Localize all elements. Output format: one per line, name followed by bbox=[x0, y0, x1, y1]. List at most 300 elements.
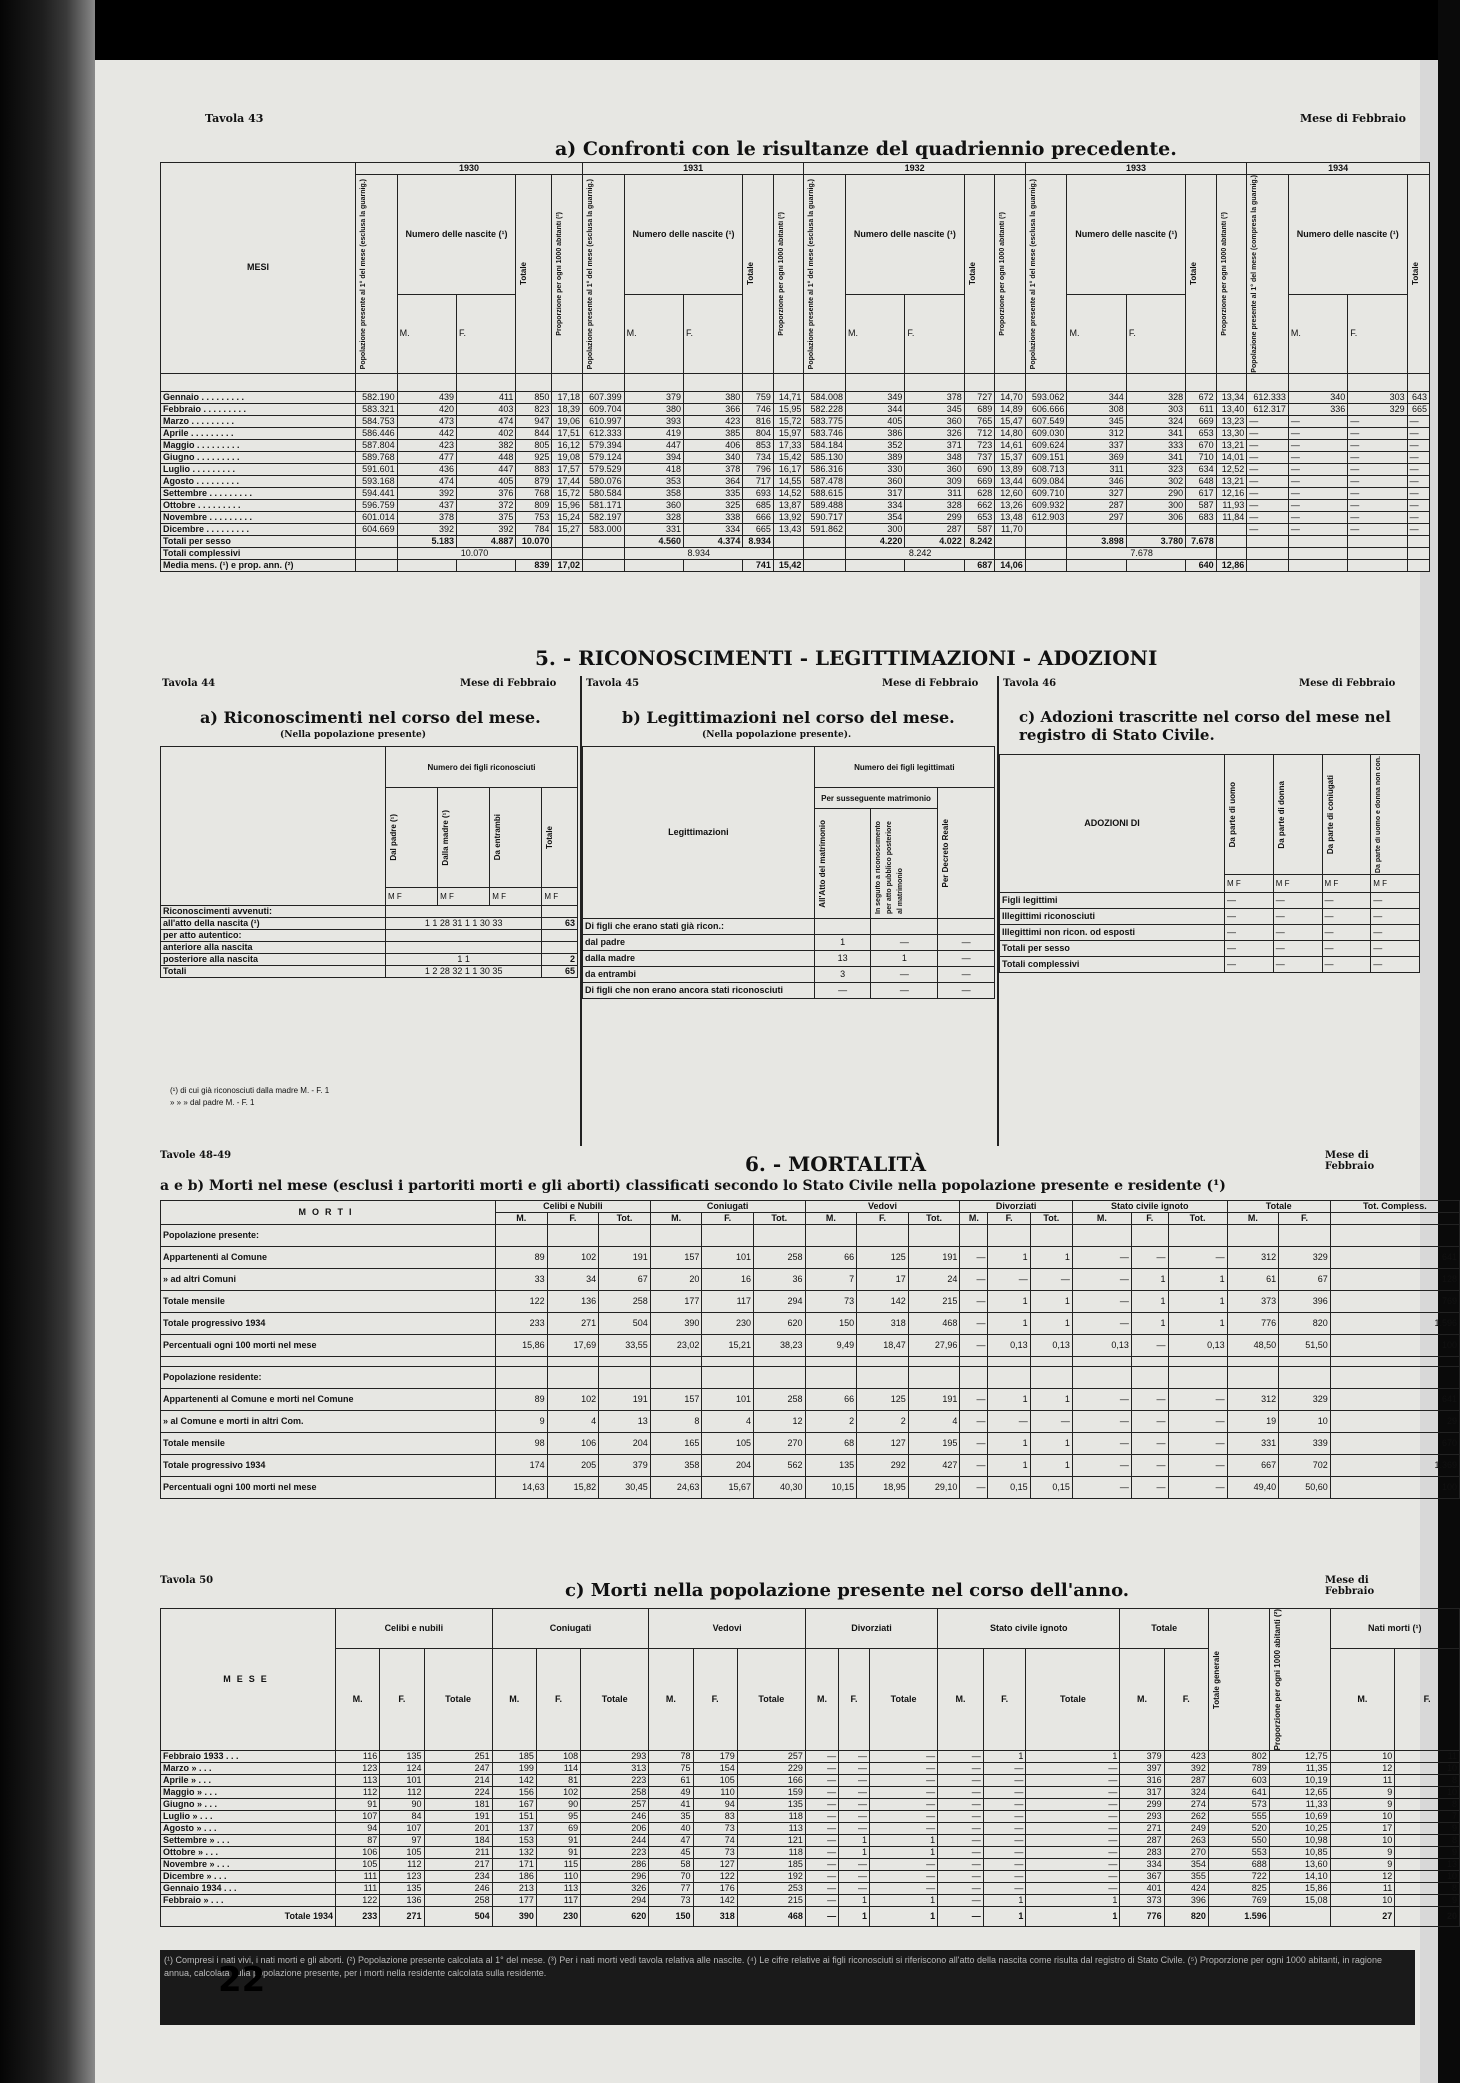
t43-cell: 15,47 bbox=[995, 415, 1026, 427]
t48-res-row-cell: 1.369 bbox=[1330, 1455, 1459, 1477]
t44-mf: M F bbox=[386, 888, 438, 906]
t44-row-label: all'atto della nascita (¹) bbox=[161, 918, 386, 930]
t50-cell: — bbox=[1026, 1799, 1120, 1811]
t48-spacer-cell bbox=[1030, 1357, 1072, 1367]
t43-cell: 589.768 bbox=[356, 451, 398, 463]
t43-total-cell bbox=[1216, 535, 1247, 547]
t43-cell: 380 bbox=[683, 391, 742, 403]
t43-cell: 15,72 bbox=[773, 415, 804, 427]
t43-month-name: Maggio . . . . . . . . . bbox=[161, 439, 356, 451]
t43-total-cell bbox=[552, 535, 583, 547]
t43-cell: 405 bbox=[457, 475, 516, 487]
t48-res-row-cell: 15,67 bbox=[702, 1477, 754, 1499]
t43-cell: 386 bbox=[846, 427, 905, 439]
t48-pres-row-cell: 312 bbox=[1227, 1247, 1279, 1269]
t43-cell: 419 bbox=[624, 427, 683, 439]
t50-cell: — bbox=[1026, 1775, 1120, 1787]
t50-cell: 296 bbox=[581, 1871, 649, 1883]
t48-res-row-cell bbox=[496, 1367, 548, 1389]
t48-res-row bbox=[161, 1477, 1460, 1499]
t48-pres-row-cell: 1 bbox=[1131, 1269, 1168, 1291]
t48-res-row bbox=[161, 1433, 1460, 1455]
t46-title: c) Adozioni trascritte nel corso del mese nel registro di Stato Civile. bbox=[1019, 708, 1391, 744]
t43-col-m: M. bbox=[397, 295, 456, 374]
t48-group-header: Divorziati bbox=[960, 1201, 1073, 1213]
t50-cell: 121 bbox=[737, 1835, 805, 1847]
t48-spacer-cell bbox=[960, 1357, 988, 1367]
t43-total-f: 4.374 bbox=[683, 535, 742, 547]
t50-sub-header: Totale bbox=[869, 1649, 937, 1751]
t50-cell: 274 bbox=[1164, 1799, 1208, 1811]
t46-cell: — bbox=[1273, 925, 1322, 941]
t43-cell: 376 bbox=[457, 487, 516, 499]
t43-col-f: F. bbox=[905, 295, 964, 374]
t48-res-row-cell: 24,63 bbox=[650, 1477, 702, 1499]
t46-cell: — bbox=[1371, 941, 1420, 957]
t43-cell: 406 bbox=[683, 439, 742, 451]
t50-cell: 324 bbox=[1164, 1787, 1208, 1799]
t48-res-row-cell: 205 bbox=[547, 1455, 599, 1477]
t48-pres-row-cell: 1 bbox=[1131, 1313, 1168, 1335]
t50-cell: 1 bbox=[869, 1895, 937, 1907]
t48-sub-header: M. bbox=[1227, 1213, 1279, 1225]
t43-media-prop: 14,06 bbox=[995, 559, 1026, 571]
t48-pres-row-cell: 73 bbox=[805, 1291, 857, 1313]
t50-cell: 688 bbox=[1208, 1859, 1269, 1871]
t50-group-rot: Proporzione per ogni 1000 abitanti (²) bbox=[1272, 1609, 1282, 1751]
t48-res-row-cell bbox=[988, 1367, 1030, 1389]
t43-total-m: 4.560 bbox=[624, 535, 683, 547]
t50-cell: 213 bbox=[492, 1883, 536, 1895]
t48-pres-row-label: Percentuali ogni 100 morti nel mese bbox=[161, 1335, 496, 1357]
t48-res-row-cell: 50,60 bbox=[1279, 1477, 1331, 1499]
t44-row-label: per atto autentico: bbox=[161, 930, 386, 942]
t46-table bbox=[999, 754, 1420, 973]
t46-col-coniugati: Da parte di coniugati bbox=[1325, 774, 1335, 855]
t48-pres-row-cell: 1 bbox=[1030, 1291, 1072, 1313]
t43-total-all: 10.070 bbox=[397, 547, 552, 559]
t50-cell: — bbox=[1026, 1847, 1120, 1859]
t50-cell: — bbox=[805, 1775, 838, 1787]
t48-res-row-cell: 30,45 bbox=[599, 1477, 651, 1499]
t43-col-m: M. bbox=[846, 295, 905, 374]
t43-cell: 582.190 bbox=[356, 391, 398, 403]
t46-cell: — bbox=[1322, 925, 1371, 941]
t50-cell: 17 bbox=[1330, 1823, 1395, 1835]
t43-col-tot-cell bbox=[964, 175, 995, 374]
t50-month: Luglio » . . . bbox=[161, 1811, 336, 1823]
t43-spacer bbox=[552, 373, 583, 391]
t48-pres-row-cell: 504 bbox=[599, 1313, 651, 1335]
t43-cell: 366 bbox=[683, 403, 742, 415]
t43-cell: 379 bbox=[624, 391, 683, 403]
t50-cell: — bbox=[839, 1811, 870, 1823]
t45-col-atto: All'Atto del matrimonio bbox=[817, 819, 827, 908]
t43-cell bbox=[1216, 523, 1247, 535]
t43-spacer bbox=[1407, 373, 1429, 391]
t43-cell: 437 bbox=[397, 499, 456, 511]
t43-cell: 710 bbox=[1186, 451, 1217, 463]
t44-row-total: 63 bbox=[542, 918, 578, 930]
t44-mf: M F bbox=[542, 888, 578, 906]
page-right-label: Mese di Febbraio bbox=[1300, 112, 1406, 125]
t43-col-pop-cell bbox=[356, 175, 398, 374]
t48-res-row-cell bbox=[1279, 1367, 1331, 1389]
t48-sub-header: M. bbox=[1072, 1213, 1131, 1225]
t48-pres-row-cell bbox=[960, 1225, 988, 1247]
t50-total-cell: 150 bbox=[649, 1907, 693, 1927]
t43-cell: 309 bbox=[905, 475, 964, 487]
t45-cell: — bbox=[938, 935, 995, 951]
t50-month: Maggio » . . . bbox=[161, 1787, 336, 1799]
t43-total-cell bbox=[356, 535, 398, 547]
t44-month: Mese di Febbraio bbox=[460, 678, 557, 689]
t50-cell: 135 bbox=[380, 1883, 424, 1895]
t46-mf: M F bbox=[1225, 875, 1274, 893]
t43-cell: 580.076 bbox=[582, 475, 624, 487]
t48-pres-row-cell: 258 bbox=[599, 1291, 651, 1313]
t48-res-row-label: Appartenenti al Comune e morti nel Comune bbox=[161, 1389, 496, 1411]
t43-month-name: Agosto . . . . . . . . . bbox=[161, 475, 356, 487]
t50-cell: 171 bbox=[492, 1859, 536, 1871]
t50-cell: 270 bbox=[1164, 1847, 1208, 1859]
t43-cell: 13,89 bbox=[995, 463, 1026, 475]
t48-res-row-label: Totale mensile bbox=[161, 1433, 496, 1455]
t43-cell: 584.008 bbox=[804, 391, 846, 403]
t43-cell-1934: 336 bbox=[1288, 403, 1347, 415]
t43-cell: 12,60 bbox=[995, 487, 1026, 499]
t48-pres-row-cell: 15,21 bbox=[702, 1335, 754, 1357]
t43-total-m: 3.898 bbox=[1067, 535, 1126, 547]
t48-pres-row-cell bbox=[599, 1225, 651, 1247]
t48-res-row-cell: 68 bbox=[805, 1433, 857, 1455]
t50-month: Mese di Febbraio bbox=[1325, 1575, 1375, 1597]
t48-pres-row-cell: — bbox=[1072, 1313, 1131, 1335]
t48-sub-header: F. bbox=[1279, 1213, 1331, 1225]
t43-spacer bbox=[846, 373, 905, 391]
t48-sub-header: M. bbox=[496, 1213, 548, 1225]
t46-cell: — bbox=[1225, 941, 1274, 957]
t43-cell: 334 bbox=[683, 523, 742, 535]
t50-total-label: Totale 1934 bbox=[161, 1907, 336, 1927]
t43-cell-1934: — bbox=[1407, 427, 1429, 439]
t50-cell: 553 bbox=[1208, 1847, 1269, 1859]
t43-total-cell bbox=[1025, 535, 1067, 547]
t43-media-tot: 640 bbox=[1186, 559, 1217, 571]
t43-cell: 378 bbox=[397, 511, 456, 523]
t45-col-atto-cell bbox=[814, 809, 871, 919]
t43-col-prop-cell bbox=[773, 175, 804, 374]
t48-res-row bbox=[161, 1367, 1460, 1389]
t48-pres-row bbox=[161, 1225, 1460, 1247]
t50-month: Dicembre » . . . bbox=[161, 1871, 336, 1883]
t50-cell: 603 bbox=[1208, 1775, 1269, 1787]
t50-cell: 286 bbox=[581, 1859, 649, 1871]
t43-col-m: M. bbox=[1067, 295, 1126, 374]
t50-cell: — bbox=[1026, 1763, 1120, 1775]
t48-pres-row-cell: 101 bbox=[702, 1247, 754, 1269]
t50-cell: 8 bbox=[1395, 1835, 1460, 1847]
t43-spacer bbox=[804, 373, 846, 391]
t48-pres-row-cell: 0,13 bbox=[1168, 1335, 1227, 1357]
t48-res-row-label: Popolazione residente: bbox=[161, 1367, 496, 1389]
sec6-heading: 6. - MORTALITÀ bbox=[745, 1152, 926, 1176]
t43-cell: 474 bbox=[397, 475, 456, 487]
t50-cell: 110 bbox=[693, 1787, 737, 1799]
t43-cell: 759 bbox=[743, 391, 774, 403]
t48-pres-row-cell: 271 bbox=[547, 1313, 599, 1335]
t48-res-row-cell: 102 bbox=[547, 1389, 599, 1411]
t50-cell: 293 bbox=[581, 1751, 649, 1763]
t43-col-pop: Popolazione presente al 1° del mese (esclusa la guarnig.) bbox=[808, 178, 816, 369]
t44-col: Totale bbox=[545, 826, 555, 849]
t43-col-prop: Proporzione per ogni 1000 abitanti (²) bbox=[999, 212, 1007, 336]
t48-pres-row-cell: 89 bbox=[496, 1247, 548, 1269]
t50-cell: 283 bbox=[1120, 1847, 1164, 1859]
t48-res-row-cell: 157 bbox=[650, 1389, 702, 1411]
t43-cell-1934: — bbox=[1247, 511, 1289, 523]
t50-cell: 135 bbox=[737, 1799, 805, 1811]
t48-spacer-cell bbox=[161, 1357, 496, 1367]
t48-pres-row-label: Totale mensile bbox=[161, 1291, 496, 1313]
t43-cell: 382 bbox=[457, 439, 516, 451]
t44-row-label: posteriore alla nascita bbox=[161, 954, 386, 966]
t43-cell: 340 bbox=[683, 451, 742, 463]
t46-row bbox=[1000, 893, 1420, 909]
t43-total-f: 4.022 bbox=[905, 535, 964, 547]
t43-cell: 579.124 bbox=[582, 451, 624, 463]
t43-cell: 369 bbox=[1067, 451, 1126, 463]
t43-cell: 883 bbox=[516, 463, 552, 475]
t45-cell: 3 bbox=[814, 967, 871, 983]
t43-cell: 325 bbox=[683, 499, 742, 511]
t48-res-row-cell: 641 bbox=[1330, 1389, 1459, 1411]
t43-cell: 583.321 bbox=[356, 403, 398, 415]
t48-pres-row bbox=[161, 1269, 1460, 1291]
t43-cell-1934: — bbox=[1288, 439, 1347, 451]
t48-res-row-cell: — bbox=[1131, 1455, 1168, 1477]
t43-month-name: Ottobre . . . . . . . . . bbox=[161, 499, 356, 511]
t50-cell: 137 bbox=[492, 1823, 536, 1835]
t43-cell: 418 bbox=[624, 463, 683, 475]
t50-month: Aprile » . . . bbox=[161, 1775, 336, 1787]
t43-cell: 364 bbox=[683, 475, 742, 487]
t48-pres-row-label: » ad altri Comuni bbox=[161, 1269, 496, 1291]
t50-cell: 106 bbox=[336, 1847, 380, 1859]
t48-res-row bbox=[161, 1389, 1460, 1411]
t43-cell: 606.666 bbox=[1025, 403, 1067, 415]
t43-cell: 685 bbox=[743, 499, 774, 511]
t43-cell: 609.151 bbox=[1025, 451, 1067, 463]
t50-cell: — bbox=[805, 1811, 838, 1823]
t43-cell-1934: 303 bbox=[1348, 391, 1407, 403]
t43-cell-1934: — bbox=[1407, 511, 1429, 523]
t50-cell: 373 bbox=[1120, 1895, 1164, 1907]
t50-cell: 257 bbox=[737, 1751, 805, 1763]
t50-cell: 769 bbox=[1208, 1895, 1269, 1907]
t50-cell: 211 bbox=[424, 1847, 492, 1859]
t43-month-row bbox=[161, 499, 1430, 511]
t46-row bbox=[1000, 909, 1420, 925]
t46-label: Tavola 46 bbox=[1003, 678, 1057, 689]
t48-title: a e b) Morti nel mese (esclusi i partoriti morti e gli aborti) classificati secondo lo Stato Civile nella popolazione presente e residente (¹) bbox=[160, 1178, 1226, 1194]
t48-res-row-cell: — bbox=[1072, 1433, 1131, 1455]
t48-pres-row-cell: — bbox=[1030, 1269, 1072, 1291]
t50-cell: — bbox=[805, 1835, 838, 1847]
t43-cell: 15,96 bbox=[552, 499, 583, 511]
t50-group-header: Divorziati bbox=[805, 1609, 937, 1649]
t45-cell: 1 bbox=[871, 951, 938, 967]
t43-cell: 423 bbox=[397, 439, 456, 451]
t43-cell: 341 bbox=[1126, 451, 1185, 463]
t43-cell: 17,33 bbox=[773, 439, 804, 451]
t48-res-row-cell: 127 bbox=[857, 1433, 909, 1455]
t48-pres-row-cell bbox=[1168, 1225, 1227, 1247]
t43-cell: 13,21 bbox=[1216, 475, 1247, 487]
t43-cell bbox=[1025, 523, 1067, 535]
t50-sub-header: Totale bbox=[1026, 1649, 1120, 1751]
t44-row bbox=[161, 942, 578, 954]
t43-cell: 15,37 bbox=[995, 451, 1026, 463]
t50-cell: — bbox=[839, 1799, 870, 1811]
t50-cell: 550 bbox=[1208, 1835, 1269, 1847]
t48-spacer-cell bbox=[702, 1357, 754, 1367]
t50-cell: — bbox=[938, 1799, 984, 1811]
t48-res-row-cell: 258 bbox=[753, 1389, 805, 1411]
t43-cell: 447 bbox=[624, 439, 683, 451]
sec5-heading: 5. - RICONOSCIMENTI - LEGITTIMAZIONI - ADOZIONI bbox=[535, 646, 1158, 670]
t43-cell: 375 bbox=[457, 511, 516, 523]
t44-row-label: Riconoscimenti avvenuti: bbox=[161, 906, 386, 918]
t43-total-cell bbox=[995, 535, 1026, 547]
t50-cell: 246 bbox=[581, 1811, 649, 1823]
t43-cell: 609.030 bbox=[1025, 427, 1067, 439]
t43-cell: 13,23 bbox=[1216, 415, 1247, 427]
t43-total-cell bbox=[773, 535, 804, 547]
t50-cell: 176 bbox=[693, 1883, 737, 1895]
t50-cell: 253 bbox=[737, 1883, 805, 1895]
t43-col-nascite: Numero delle nascite (¹) bbox=[1067, 175, 1186, 295]
t48-res-row-cell: 312 bbox=[1227, 1389, 1279, 1411]
t44-row bbox=[161, 906, 578, 918]
t45-row-label: Di figli che erano stati già ricon.: bbox=[583, 919, 815, 935]
t43-table bbox=[160, 162, 1430, 572]
t48-group-header: Stato civile ignoto bbox=[1072, 1201, 1227, 1213]
t43-cell-1934: — bbox=[1348, 499, 1407, 511]
t43-cell: 346 bbox=[1067, 475, 1126, 487]
t50-total-cell: 1.596 bbox=[1208, 1907, 1269, 1927]
t43-cell: 19,08 bbox=[552, 451, 583, 463]
t48-res-row-cell bbox=[650, 1367, 702, 1389]
t44-col-cell bbox=[542, 788, 578, 888]
t43-month-row bbox=[161, 475, 1430, 487]
t48-res-row-cell: 270 bbox=[753, 1433, 805, 1455]
t43-cell-1934: — bbox=[1407, 475, 1429, 487]
t43-cell: 372 bbox=[457, 499, 516, 511]
t50-cell: 110 bbox=[536, 1871, 580, 1883]
t43-month-name: Febbraio . . . . . . . . . bbox=[161, 403, 356, 415]
t48-res-row-cell: 9 bbox=[496, 1411, 548, 1433]
t43-total-cell bbox=[1216, 547, 1247, 559]
t43-cell: 18,39 bbox=[552, 403, 583, 415]
t50-sub-header: Totale bbox=[581, 1649, 649, 1751]
t45-cell: — bbox=[871, 983, 938, 999]
t50-cell: 379 bbox=[1120, 1751, 1164, 1763]
t50-cell: 47 bbox=[649, 1835, 693, 1847]
t43-table-wrap bbox=[160, 162, 1427, 642]
t43-cell: 593.168 bbox=[356, 475, 398, 487]
t50-cell: 11 bbox=[1330, 1775, 1395, 1787]
t50-cell: 199 bbox=[492, 1763, 536, 1775]
t43-cell: 717 bbox=[743, 475, 774, 487]
t48-res-row-cell: — bbox=[1168, 1455, 1227, 1477]
t48-pres-row-cell: 1 bbox=[988, 1291, 1030, 1313]
t43-cell-1934: — bbox=[1348, 463, 1407, 475]
t50-cell: 90 bbox=[380, 1799, 424, 1811]
t45-month: Mese di Febbraio bbox=[882, 678, 979, 689]
t48-pres-row-cell bbox=[547, 1225, 599, 1247]
t48-table-wrap bbox=[160, 1200, 1457, 1570]
t50-cell: 112 bbox=[380, 1787, 424, 1799]
t48-pres-row-cell: — bbox=[960, 1269, 988, 1291]
t48-spacer-cell bbox=[1330, 1357, 1459, 1367]
t44-mf: M F bbox=[438, 888, 490, 906]
t48-pres-row-cell: — bbox=[1072, 1291, 1131, 1313]
t43-col-tot: Totale bbox=[519, 262, 529, 286]
t46-cell: — bbox=[1322, 909, 1371, 925]
t43-spacer bbox=[964, 373, 995, 391]
t43-cell: 312 bbox=[1067, 427, 1126, 439]
document-page bbox=[95, 60, 1457, 2083]
t43-cell-1934: — bbox=[1247, 523, 1289, 535]
t50-cell: 127 bbox=[693, 1859, 737, 1871]
t43-cell-1934: — bbox=[1348, 511, 1407, 523]
t43-col-pop: Popolazione presente al 1° del mese (esclusa la guarnig.) bbox=[586, 178, 594, 369]
t48-pres-row-label: Appartenenti al Comune bbox=[161, 1247, 496, 1269]
t48-res-row-cell bbox=[960, 1367, 988, 1389]
t45-cell: — bbox=[938, 951, 995, 967]
t43-media-cell bbox=[804, 559, 846, 571]
t50-sub-header: M. bbox=[938, 1649, 984, 1751]
t48-pres-row-cell bbox=[908, 1225, 960, 1247]
t48-pres-row-cell: — bbox=[960, 1247, 988, 1269]
t48-pres-row-cell: — bbox=[988, 1269, 1030, 1291]
t50-title: c) Morti nella popolazione presente nel corso dell'anno. bbox=[565, 1580, 1130, 1601]
t50-cell: 70 bbox=[649, 1871, 693, 1883]
t48-res-row-cell: — bbox=[1168, 1411, 1227, 1433]
t48-spacer-cell bbox=[988, 1357, 1030, 1367]
t45-cell bbox=[814, 919, 871, 935]
t48-res-row-cell: 135 bbox=[805, 1455, 857, 1477]
t48-pres-row-cell: 177 bbox=[650, 1291, 702, 1313]
t48-res-row-cell: 49,40 bbox=[1227, 1477, 1279, 1499]
t45-block bbox=[582, 676, 999, 1146]
t43-cell: 439 bbox=[397, 391, 456, 403]
t48-pres-row-cell: 34 bbox=[547, 1269, 599, 1291]
t50-cell: 722 bbox=[1208, 1871, 1269, 1883]
t48-spacer-cell bbox=[650, 1357, 702, 1367]
t48-pres-row-cell: 67 bbox=[599, 1269, 651, 1291]
t50-cell: 15,86 bbox=[1269, 1883, 1330, 1895]
t48-res-row-label: Totale progressivo 1934 bbox=[161, 1455, 496, 1477]
t50-cell: — bbox=[938, 1787, 984, 1799]
t43-cell: 328 bbox=[905, 499, 964, 511]
t46-mf: M F bbox=[1273, 875, 1322, 893]
t48-pres-row-cell: 329 bbox=[1279, 1247, 1331, 1269]
t50-total-cell: 271 bbox=[380, 1907, 424, 1927]
t43-cell: 582.197 bbox=[582, 511, 624, 523]
t44-col: Dal padre (¹) bbox=[389, 814, 398, 861]
